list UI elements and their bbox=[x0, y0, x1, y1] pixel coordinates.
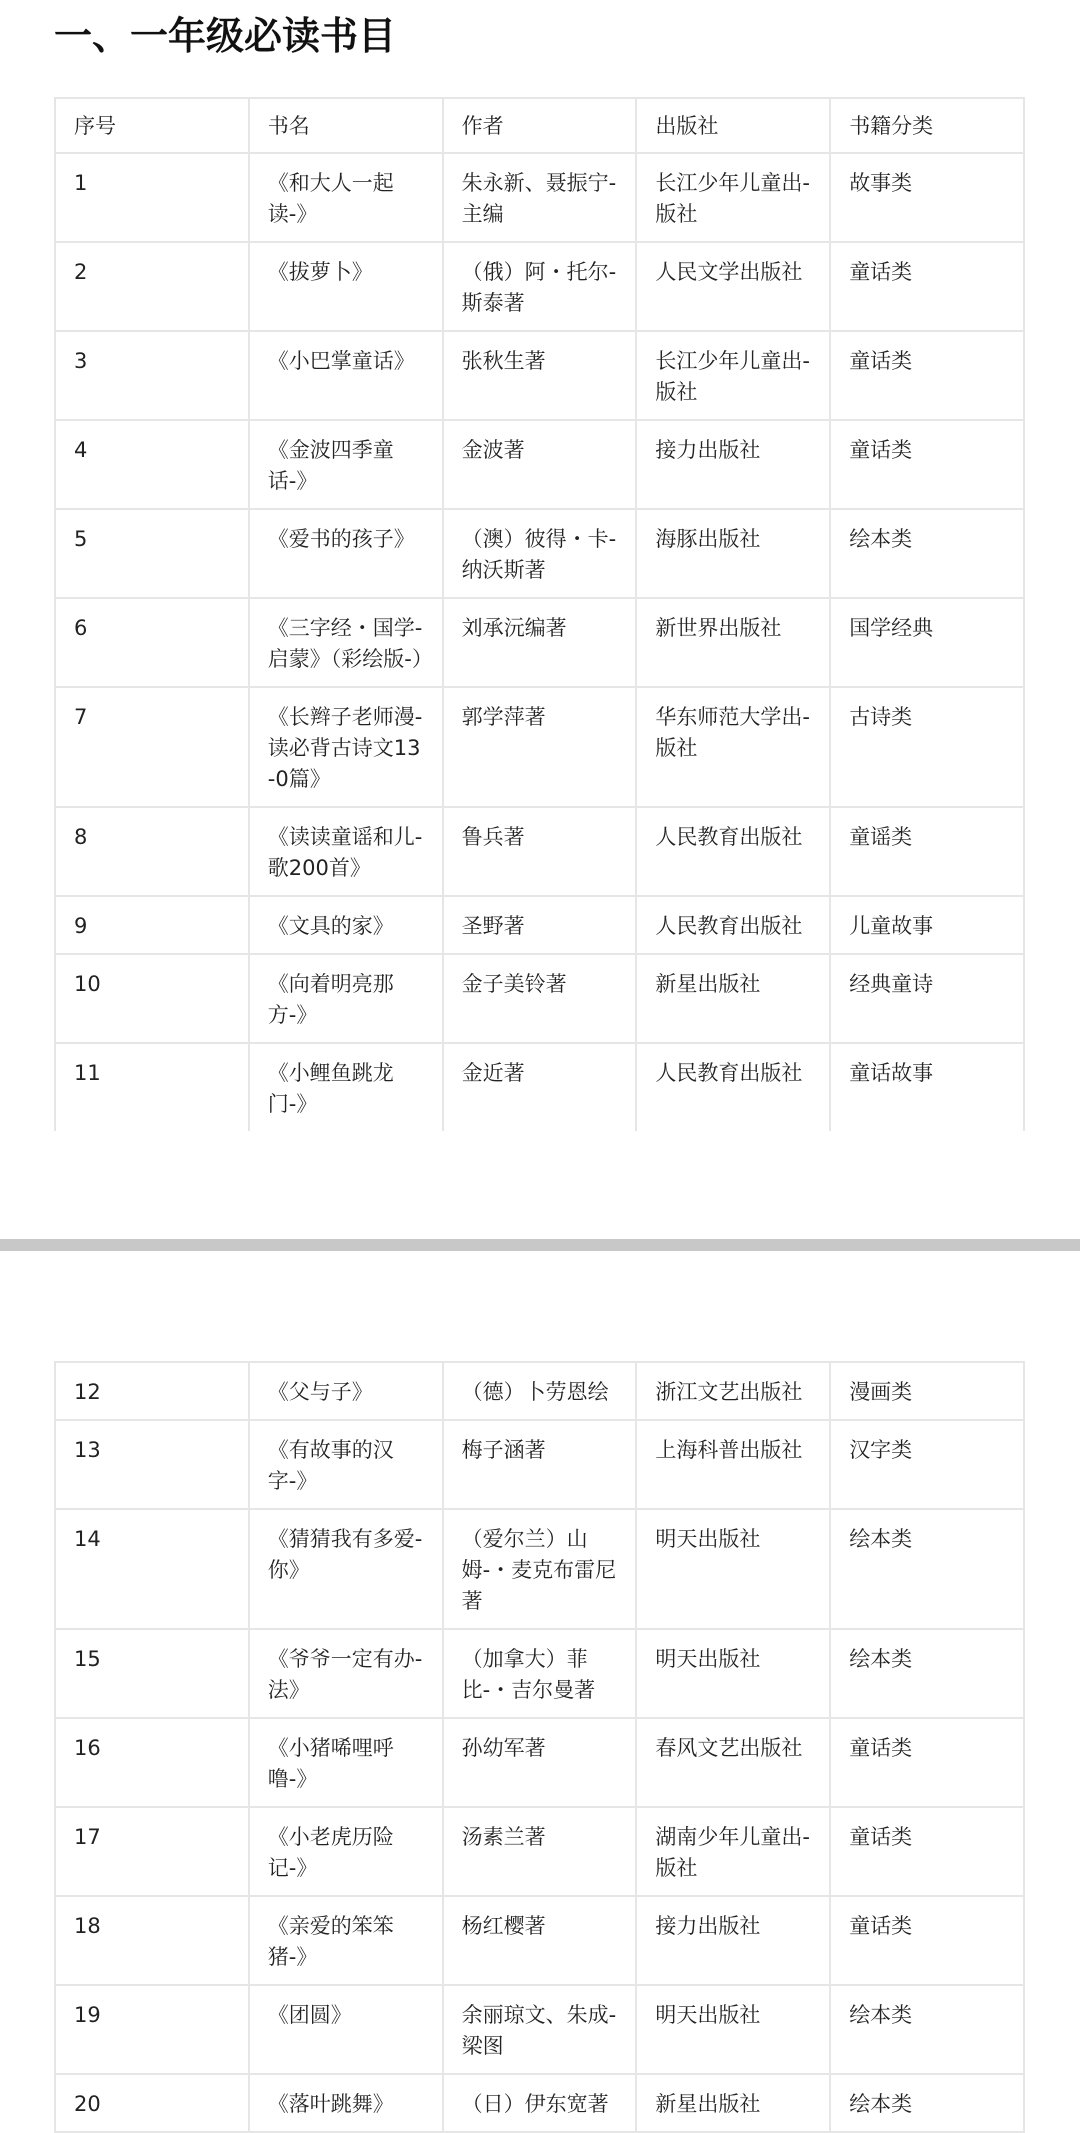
cell-index: 3 bbox=[55, 331, 249, 420]
table-row bbox=[55, 807, 1024, 896]
cell-index: 6 bbox=[55, 598, 249, 687]
header-cell-author: 作者 bbox=[443, 98, 637, 153]
cell-author: 郭学萍著 bbox=[443, 687, 637, 807]
cell-publisher: 海豚出版社 bbox=[636, 509, 830, 598]
cell-author: 余丽琼文、朱成-梁图 bbox=[443, 1985, 637, 2074]
cell-title: 《金波四季童话-》 bbox=[249, 420, 443, 509]
cell-category: 童话类 bbox=[830, 420, 1024, 509]
book-table-page-2 bbox=[54, 1361, 1025, 2133]
cell-title: 《团圆》 bbox=[249, 1985, 443, 2074]
cell-category: 绘本类 bbox=[830, 1629, 1024, 1718]
cell-category: 童话类 bbox=[830, 1718, 1024, 1807]
cell-category: 国学经典 bbox=[830, 598, 1024, 687]
cell-category: 童谣类 bbox=[830, 807, 1024, 896]
cell-index: 15 bbox=[55, 1629, 249, 1718]
header-cell-publisher: 出版社 bbox=[636, 98, 830, 153]
table-row bbox=[55, 1718, 1024, 1807]
cell-category: 童话类 bbox=[830, 1807, 1024, 1896]
cell-author: 梅子涵著 bbox=[443, 1420, 637, 1509]
cell-category: 漫画类 bbox=[830, 1362, 1024, 1420]
cell-category: 绘本类 bbox=[830, 2074, 1024, 2132]
table-row bbox=[55, 1807, 1024, 1896]
page-divider bbox=[0, 1239, 1080, 1251]
cell-index: 12 bbox=[55, 1362, 249, 1420]
cell-index: 2 bbox=[55, 242, 249, 331]
book-table-page-1 bbox=[54, 97, 1025, 1131]
table-row bbox=[55, 2074, 1024, 2132]
cell-title: 《长辫子老师漫-读必背古诗文13-0篇》 bbox=[249, 687, 443, 807]
cell-title: 《读读童谣和儿-歌200首》 bbox=[249, 807, 443, 896]
cell-publisher: 接力出版社 bbox=[636, 1896, 830, 1985]
cell-publisher: 人民教育出版社 bbox=[636, 1043, 830, 1131]
cell-category: 经典童诗 bbox=[830, 954, 1024, 1043]
cell-publisher: 人民教育出版社 bbox=[636, 807, 830, 896]
cell-author: 圣野著 bbox=[443, 896, 637, 954]
header-cell-title: 书名 bbox=[249, 98, 443, 153]
cell-author: （澳）彼得・卡-纳沃斯著 bbox=[443, 509, 637, 598]
table-row bbox=[55, 954, 1024, 1043]
table-row bbox=[55, 1420, 1024, 1509]
table-row bbox=[55, 1896, 1024, 1985]
header-cell-index: 序号 bbox=[55, 98, 249, 153]
cell-category: 古诗类 bbox=[830, 687, 1024, 807]
cell-publisher: 华东师范大学出-版社 bbox=[636, 687, 830, 807]
cell-author: （德）卜劳恩绘 bbox=[443, 1362, 637, 1420]
cell-publisher: 湖南少年儿童出-版社 bbox=[636, 1807, 830, 1896]
cell-index: 16 bbox=[55, 1718, 249, 1807]
cell-category: 汉字类 bbox=[830, 1420, 1024, 1509]
table-row bbox=[55, 1509, 1024, 1629]
cell-publisher: 春风文艺出版社 bbox=[636, 1718, 830, 1807]
cell-title: 《小巴掌童话》 bbox=[249, 331, 443, 420]
cell-title: 《猜猜我有多爱-你》 bbox=[249, 1509, 443, 1629]
cell-publisher: 长江少年儿童出-版社 bbox=[636, 153, 830, 242]
cell-category: 绘本类 bbox=[830, 1985, 1024, 2074]
table-row bbox=[55, 1985, 1024, 2074]
cell-title: 《向着明亮那方-》 bbox=[249, 954, 443, 1043]
table-row bbox=[55, 509, 1024, 598]
cell-index: 20 bbox=[55, 2074, 249, 2132]
cell-publisher: 上海科普出版社 bbox=[636, 1420, 830, 1509]
cell-author: （日）伊东宽著 bbox=[443, 2074, 637, 2132]
cell-title: 《父与子》 bbox=[249, 1362, 443, 1420]
cell-title: 《小老虎历险记-》 bbox=[249, 1807, 443, 1896]
cell-publisher: 人民文学出版社 bbox=[636, 242, 830, 331]
cell-index: 18 bbox=[55, 1896, 249, 1985]
cell-index: 17 bbox=[55, 1807, 249, 1896]
cell-publisher: 浙江文艺出版社 bbox=[636, 1362, 830, 1420]
table-row bbox=[55, 896, 1024, 954]
table-header-row bbox=[55, 98, 1024, 153]
cell-author: 鲁兵著 bbox=[443, 807, 637, 896]
cell-author: 朱永新、聂振宁-主编 bbox=[443, 153, 637, 242]
cell-index: 7 bbox=[55, 687, 249, 807]
cell-title: 《落叶跳舞》 bbox=[249, 2074, 443, 2132]
cell-author: （俄）阿・托尔-斯泰著 bbox=[443, 242, 637, 331]
cell-publisher: 接力出版社 bbox=[636, 420, 830, 509]
cell-title: 《三字经・国学-启蒙》（彩绘版-） bbox=[249, 598, 443, 687]
cell-title: 《拔萝卜》 bbox=[249, 242, 443, 331]
cell-index: 9 bbox=[55, 896, 249, 954]
cell-index: 11 bbox=[55, 1043, 249, 1131]
cell-index: 8 bbox=[55, 807, 249, 896]
cell-category: 儿童故事 bbox=[830, 896, 1024, 954]
cell-category: 绘本类 bbox=[830, 1509, 1024, 1629]
cell-title: 《有故事的汉字-》 bbox=[249, 1420, 443, 1509]
page-title: 一、一年级必读书目 bbox=[54, 14, 397, 58]
cell-author: 杨红樱著 bbox=[443, 1896, 637, 1985]
cell-category: 童话故事 bbox=[830, 1043, 1024, 1131]
cell-publisher: 新星出版社 bbox=[636, 2074, 830, 2132]
cell-title: 《亲爱的笨笨猪-》 bbox=[249, 1896, 443, 1985]
table-row bbox=[55, 153, 1024, 242]
cell-publisher: 新世界出版社 bbox=[636, 598, 830, 687]
table-row bbox=[55, 331, 1024, 420]
cell-title: 《小鲤鱼跳龙门-》 bbox=[249, 1043, 443, 1131]
table-row bbox=[55, 598, 1024, 687]
cell-category: 童话类 bbox=[830, 1896, 1024, 1985]
cell-index: 14 bbox=[55, 1509, 249, 1629]
cell-author: （加拿大）菲比-・吉尔曼著 bbox=[443, 1629, 637, 1718]
table-row bbox=[55, 687, 1024, 807]
cell-title: 《文具的家》 bbox=[249, 896, 443, 954]
cell-author: 孙幼军著 bbox=[443, 1718, 637, 1807]
cell-title: 《小猪唏哩呼噜-》 bbox=[249, 1718, 443, 1807]
cell-author: 张秋生著 bbox=[443, 331, 637, 420]
cell-author: （爱尔兰）山姆-・麦克布雷尼著 bbox=[443, 1509, 637, 1629]
cell-publisher: 人民教育出版社 bbox=[636, 896, 830, 954]
cell-category: 童话类 bbox=[830, 242, 1024, 331]
cell-publisher: 长江少年儿童出-版社 bbox=[636, 331, 830, 420]
table-row bbox=[55, 242, 1024, 331]
cell-author: 金波著 bbox=[443, 420, 637, 509]
table-row bbox=[55, 420, 1024, 509]
cell-publisher: 明天出版社 bbox=[636, 1509, 830, 1629]
cell-index: 13 bbox=[55, 1420, 249, 1509]
table-row bbox=[55, 1362, 1024, 1420]
cell-index: 4 bbox=[55, 420, 249, 509]
cell-index: 1 bbox=[55, 153, 249, 242]
cell-publisher: 新星出版社 bbox=[636, 954, 830, 1043]
header-cell-category: 书籍分类 bbox=[830, 98, 1024, 153]
cell-title: 《和大人一起读-》 bbox=[249, 153, 443, 242]
table-row bbox=[55, 1629, 1024, 1718]
cell-title: 《爷爷一定有办-法》 bbox=[249, 1629, 443, 1718]
cell-publisher: 明天出版社 bbox=[636, 1985, 830, 2074]
cell-author: 汤素兰著 bbox=[443, 1807, 637, 1896]
cell-index: 10 bbox=[55, 954, 249, 1043]
cell-title: 《爱书的孩子》 bbox=[249, 509, 443, 598]
cell-category: 绘本类 bbox=[830, 509, 1024, 598]
cell-author: 刘承沅编著 bbox=[443, 598, 637, 687]
cell-author: 金子美铃著 bbox=[443, 954, 637, 1043]
cell-category: 童话类 bbox=[830, 331, 1024, 420]
cell-index: 19 bbox=[55, 1985, 249, 2074]
cell-author: 金近著 bbox=[443, 1043, 637, 1131]
table-row bbox=[55, 1043, 1024, 1131]
cell-index: 5 bbox=[55, 509, 249, 598]
cell-category: 故事类 bbox=[830, 153, 1024, 242]
cell-publisher: 明天出版社 bbox=[636, 1629, 830, 1718]
